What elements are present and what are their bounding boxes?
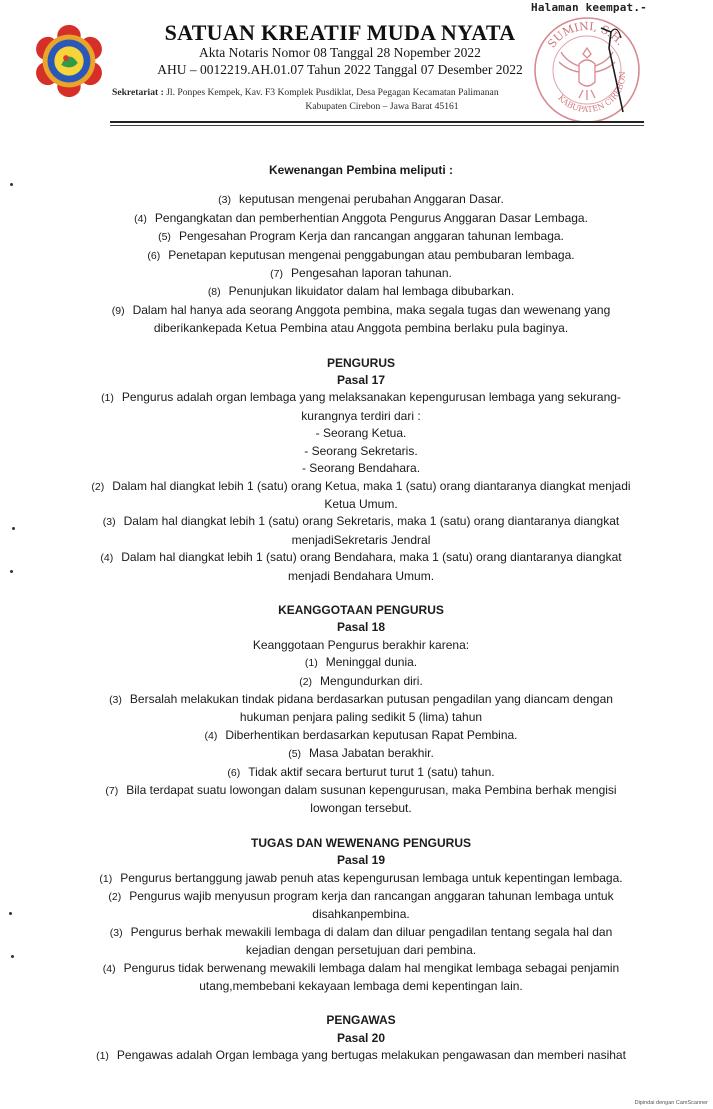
list-item [50, 870, 672, 888]
item-number: (3) [109, 926, 123, 939]
section-heading [50, 1012, 672, 1029]
item-number: (6) [147, 249, 161, 262]
line-text: Pengangkatan dan pemberhentian Anggota Pengurus Anggaran Dasar Lembaga. [154, 210, 588, 225]
line-text: menjadi Bendahara Umum. [287, 568, 435, 583]
list-item [50, 210, 672, 228]
list-item [50, 389, 672, 407]
text-line [50, 532, 672, 549]
list-item [50, 691, 672, 709]
address-line-2: Kabupaten Cirebon – Jawa Barat 45161 [305, 101, 459, 112]
item-number: (4) [100, 552, 114, 565]
list-item [50, 764, 672, 782]
item-number: (5) [288, 748, 302, 761]
item-number: (2) [299, 675, 313, 688]
line-text: Pengurus tidak berwenang mewakili lembaga dalam hal mengikat lembaga sebagai penjamin [123, 960, 620, 975]
list-item [50, 673, 672, 691]
item-number: (8) [207, 286, 221, 299]
line-text: kejadian dengan persetujuan dari pembina. [245, 943, 477, 958]
section-gap [50, 995, 672, 1012]
line-text: Masa Jabatan berakhir. [309, 746, 434, 761]
item-number: (1) [101, 392, 114, 405]
item-number: (2) [108, 891, 122, 904]
address-line-1: Jl. Ponpes Kempek, Kav. F3 Komplek Pusdiklat, Desa Pegagan Kecamatan Palimanan [166, 87, 499, 98]
line-text: Pengurus adalah organ lembaga yang melaksanakan kepengurusan lembaga yang sekurang- [121, 390, 621, 405]
line-text: keputusan mengenai perubahan Anggaran Dasar. [238, 192, 504, 207]
scan-speck [9, 912, 12, 915]
page-note: Halaman keempat.- [531, 1, 647, 14]
list-item [50, 549, 672, 567]
line-text: KEANGGOTAAN PENGURUS [278, 602, 444, 617]
line-text: Dalam hal diangkat lebih 1 (satu) orang Sekretaris, maka 1 (satu) orang diantaranya diangkat [123, 514, 620, 529]
text-line [50, 568, 672, 585]
list-item [50, 247, 672, 265]
line-text: diberikankepada Ketua Pembina atau Anggota pembina berlaku pula baginya. [153, 321, 569, 336]
line-text: Pengesahan laporan tahunan. [291, 266, 452, 281]
text-line [50, 906, 672, 923]
text-line [50, 709, 672, 726]
svg-text:SUMINI, S.H.: SUMINI, S.H. [545, 19, 627, 51]
item-number: (7) [105, 785, 119, 797]
text-line [50, 408, 672, 425]
item-number: (3) [109, 693, 122, 706]
item-number: (3) [102, 516, 116, 529]
section-heading [50, 835, 672, 852]
list-item [50, 924, 672, 942]
scanner-watermark: Dipindai dengan CamScanner [634, 1100, 708, 1106]
line-text: Pengesahan Program Kerja dan rancangan anggaran tahunan lembaga. [178, 229, 564, 244]
line-text: Keanggotaan Pengurus berakhir karena: [252, 637, 470, 652]
line-text: PENGAWAS [326, 1013, 396, 1028]
notary-stamp [525, 8, 645, 126]
list-item [50, 960, 672, 978]
item-number: (1) [304, 657, 318, 670]
svg-text:KABUPATEN CIREBON: KABUPATEN CIREBON [556, 71, 628, 115]
list-item [50, 478, 672, 496]
section-heading [50, 162, 672, 179]
section-heading [50, 1030, 672, 1047]
notary-deed-line: Akta Notaris Nomor 08 Tanggal 28 Nopember 2022 [199, 45, 481, 60]
line-text: - Seorang Bendahara. [301, 461, 421, 476]
line-text: Pasal 17 [336, 373, 386, 388]
line-text: Pengurus bertanggung jawab penuh atas kepengurusan lembaga untuk kepentingan lembaga. [120, 870, 623, 885]
section-heading [50, 355, 672, 372]
line-text: Dalam hal hanya ada seorang Anggota pembina, maka segala tugas dan wewenang yang [132, 302, 611, 317]
secretariat-address [112, 86, 572, 114]
list-item [50, 283, 672, 301]
scan-speck [11, 955, 14, 958]
item-number: (2) [91, 480, 105, 493]
organization-logo [30, 22, 108, 100]
item-number: (9) [111, 304, 125, 317]
heading-gap [50, 179, 672, 191]
garuda-emblem [559, 48, 615, 100]
text-line [50, 978, 672, 995]
document-body [50, 162, 672, 1066]
item-number: (1) [96, 1050, 109, 1063]
line-text: kurangnya terdiri dari : [301, 408, 421, 423]
address-label: Sekretariat : [112, 87, 164, 98]
line-text: Pengurus berhak mewakili lembaga di dalam dan diluar pengadilan tentang segala hal dan [130, 924, 613, 939]
registration-line: AHU – 0012219.AH.01.07 Tahun 2022 Tanggal 07 Desember 2022 [157, 62, 523, 77]
line-text: Bila terdapat suatu lowongan dalam susunan kepengurusan, maka Pembina berhak mengisi [126, 783, 617, 797]
list-item [50, 727, 672, 745]
line-text: Pasal 18 [336, 620, 386, 635]
scan-speck [10, 570, 13, 573]
text-line [50, 942, 672, 959]
line-text: Pengurus wajib menyusun program kerja dan rancangan anggaran tahunan lembaga untuk [129, 889, 614, 904]
text-line [50, 443, 672, 460]
line-text: Ketua Umum. [324, 496, 398, 511]
section-heading [50, 852, 672, 869]
letterhead-rule [110, 121, 644, 123]
line-text: utang,membebani kekayaan lembaga demi kepentingan lain. [199, 979, 523, 994]
line-text: Pengawas adalah Organ lembaga yang bertugas melakukan pengawasan dan memberi nasihat [116, 1048, 626, 1063]
list-item [50, 513, 672, 531]
list-item [50, 1047, 672, 1065]
list-item [50, 888, 672, 906]
text-line [50, 320, 672, 337]
list-item [50, 302, 672, 320]
line-text: Pasal 20 [336, 1030, 386, 1045]
line-text: menjadiSekretaris Jendral [291, 532, 431, 547]
list-item [50, 654, 672, 672]
item-number: (6) [227, 766, 241, 779]
item-number: (4) [134, 212, 147, 225]
line-text: hukuman penjara paling sedikit 5 (lima) tahun [239, 710, 483, 725]
item-number: (7) [270, 268, 284, 281]
line-text: Kewenangan Pembina meliputi : [268, 163, 454, 177]
text-line [50, 800, 672, 817]
text-line [50, 637, 672, 654]
text-line [50, 496, 672, 513]
line-text: - Seorang Ketua. [315, 426, 407, 441]
list-item [50, 265, 672, 283]
text-line [50, 425, 672, 442]
line-text: Meninggal dunia. [325, 655, 418, 670]
letterhead-rule-thin [110, 125, 644, 126]
section-gap [50, 585, 672, 602]
line-text: Penetapan keputusan mengenai penggabungan atau pembubaran lembaga. [168, 247, 575, 262]
line-text: - Seorang Sekretaris. [304, 443, 418, 458]
section-gap [50, 818, 672, 835]
list-item [50, 782, 672, 800]
scan-speck [12, 527, 15, 530]
section-heading [50, 619, 672, 636]
line-text: Mengundurkan diri. [320, 673, 423, 688]
line-text: Pasal 19 [336, 853, 386, 868]
line-text: disahkanpembina. [312, 907, 410, 922]
scan-speck [10, 183, 13, 186]
section-heading [50, 602, 672, 619]
list-item [50, 191, 672, 209]
line-text: lowongan tersebut. [310, 801, 412, 816]
list-item [50, 745, 672, 763]
line-text: Dalam hal diangkat lebih 1 (satu) orang Ketua, maka 1 (satu) orang diantaranya diangkat menjadi [112, 478, 631, 493]
item-number: (4) [204, 729, 218, 742]
line-text: Diberhentikan berdasarkan keputusan Rapat Pembina. [225, 727, 518, 742]
list-item [50, 228, 672, 246]
item-number: (1) [99, 872, 113, 885]
text-line [50, 460, 672, 477]
item-number: (5) [158, 231, 171, 244]
organization-name: SATUAN KREATIF MUDA NYATA [164, 20, 516, 45]
line-text: Dalam hal diangkat lebih 1 (satu) orang Bendahara, maka 1 (satu) orang diantaranya diangkat [121, 550, 622, 565]
line-text: Bersalah melakukan tindak pidana berdasarkan putusan pengadilan yang diancam dengan [129, 691, 613, 706]
item-number: (3) [218, 194, 231, 207]
line-text: Penunjukan likuidator dalam hal lembaga dibubarkan. [228, 284, 515, 299]
line-text: TUGAS DAN WEWENANG PENGURUS [250, 835, 471, 850]
item-number: (4) [102, 962, 116, 975]
section-heading [50, 372, 672, 389]
section-gap [50, 338, 672, 355]
line-text: Tidak aktif secara berturut turut 1 (satu) tahun. [248, 764, 495, 779]
line-text: PENGURUS [326, 355, 395, 370]
